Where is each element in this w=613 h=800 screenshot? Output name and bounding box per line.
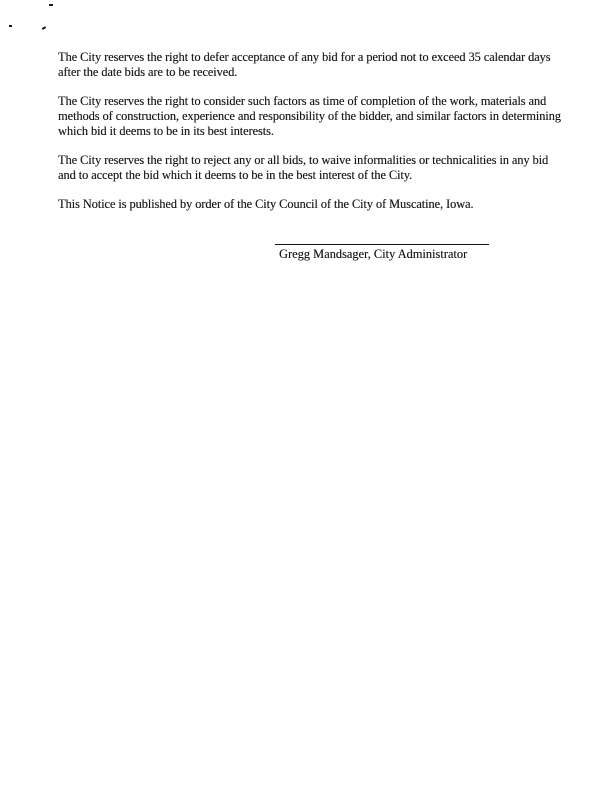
paragraph-line: after the date bids are to be received. (58, 65, 238, 79)
paragraph-line: and to accept the bid which it deems to be in the best interest of the City. (58, 168, 413, 182)
paragraph-published-notice (58, 197, 578, 212)
paragraph-reject-bids (58, 153, 578, 183)
signature-name-title: Gregg Mandsager, City Administrator (279, 247, 468, 261)
scan-speckle-dash-top (49, 4, 53, 6)
paragraph-line: The City reserves the right to consider such factors as time of completion of the work, materials and (58, 94, 547, 108)
signature-block (275, 244, 489, 262)
paragraph-defer-acceptance (58, 50, 578, 80)
paragraph-line: This Notice is published by order of the City Council of the City of Muscatine, Iowa. (58, 197, 474, 211)
notice-text-block (58, 50, 578, 226)
scan-speckle-dash-left (9, 25, 12, 27)
paragraph-line: which bid it deems to be in its best interests. (58, 124, 274, 138)
paragraph-consider-factors (58, 94, 578, 139)
paragraph-line: The City reserves the right to defer acceptance of any bid for a period not to exceed 35 calendar days (58, 50, 551, 64)
signature-line (275, 244, 489, 245)
paragraph-line: methods of construction, experience and responsibility of the bidder, and similar factors in determining (58, 109, 561, 123)
paragraph-line: The City reserves the right to reject any or all bids, to waive informalities or technicalities in any bid (58, 153, 549, 167)
scan-speckle-comma (42, 26, 47, 30)
